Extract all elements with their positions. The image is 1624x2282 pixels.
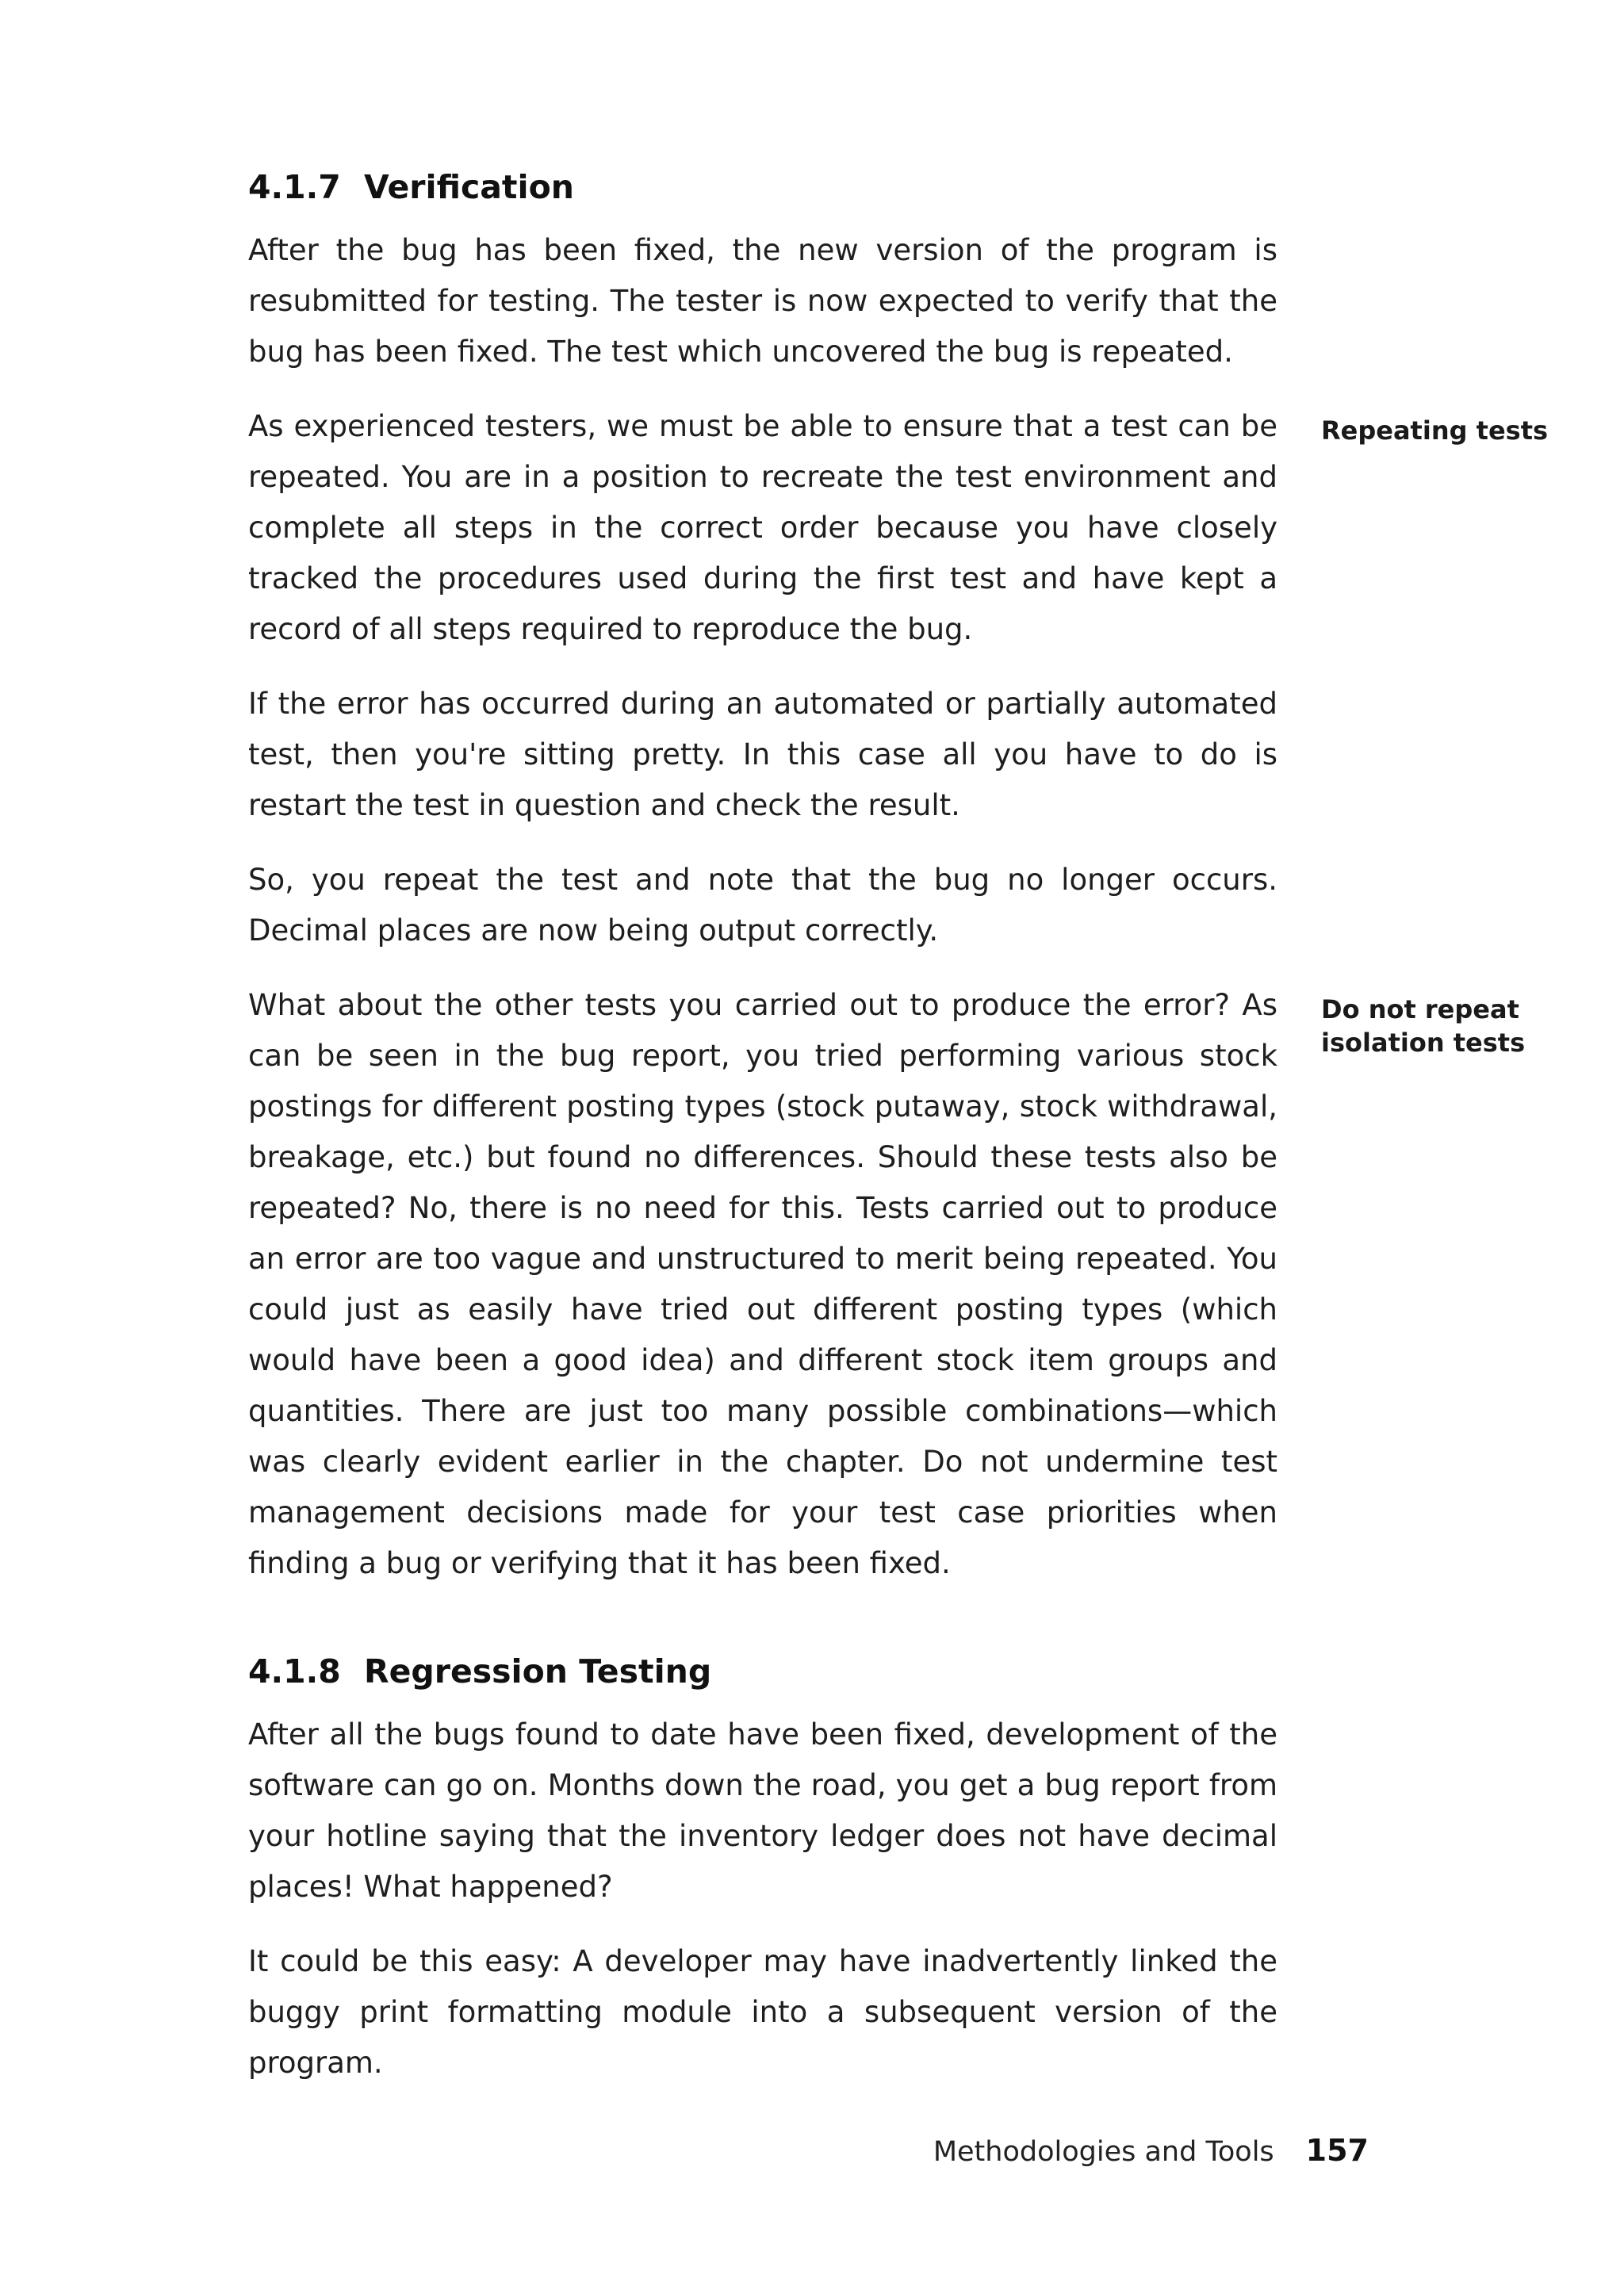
section-title: Regression Testing — [364, 1652, 712, 1690]
section-heading — [248, 165, 1277, 209]
section-number: 4.1.7 — [248, 168, 341, 206]
paragraph: After all the bugs found to date have been fixed, development of the software can go on. Months down the road, you get a bug report from your hotline saying that the inventory ledger does not have decimal places! What happened? — [248, 1717, 1277, 1904]
page-footer — [793, 2131, 1369, 2171]
margin-note-repeating-tests — [1321, 414, 1583, 447]
margin-note-line: isolation tests — [1321, 1028, 1526, 1058]
paragraph: After the bug has been fixed, the new version of the program is resubmitted for testing. The tester is now expected to verify that the bug has been fixed. The test which uncovered the bug is repeated. — [248, 233, 1277, 369]
paragraph: So, you repeat the test and note that the bug no longer occurs. Decimal places are now being output correctly. — [248, 863, 1277, 948]
running-footer-chapter-title: Methodologies and Tools — [933, 2136, 1274, 2168]
section-number: 4.1.8 — [248, 1652, 341, 1690]
page-number: 157 — [1305, 2133, 1369, 2168]
paragraph: As experienced testers, we must be able to ensure that a test can be repeated. You are in a position to recreate the test environment and complete all steps in the correct order because you have closely tracked the procedures used during the first test and have kept a record of all steps required to reproduce the bug. — [248, 409, 1277, 646]
paragraph: It could be this easy: A developer may have inadvertently linked the buggy print formatting module into a subsequent version of the program. — [248, 1944, 1277, 2080]
paragraph: What about the other tests you carried out to produce the error? As can be seen in the bug report, you tried performing various stock postings for different posting types (stock putaway, stock withdrawal, breakage, etc.) but found no differences. Should these tests also be repeated? No, there is no need for this. Tests carried out to produce an error are too vague and unstructured to merit being repeated. You could just as easily have tried out different posting types (which would have been a good idea) and different stock item groups and quantities. There are just too many possible combinations—which was clearly evident earlier in the chapter. Do not undermine test management decisions made for your test case priorities when finding a bug or verifying that it has been fixed. — [248, 988, 1277, 1580]
section-heading — [248, 1649, 1277, 1694]
margin-note-line: Do not repeat — [1321, 994, 1519, 1024]
paragraph: If the error has occurred during an automated or partially automated test, then you're sitting pretty. In this case all you have to do is restart the test in question and check the result. — [248, 687, 1277, 822]
margin-note-text: Repeating tests — [1321, 415, 1549, 446]
section-4-1-7 — [248, 165, 1277, 2089]
section-title: Verification — [364, 168, 574, 206]
margin-note-do-not-repeat — [1321, 993, 1583, 1059]
